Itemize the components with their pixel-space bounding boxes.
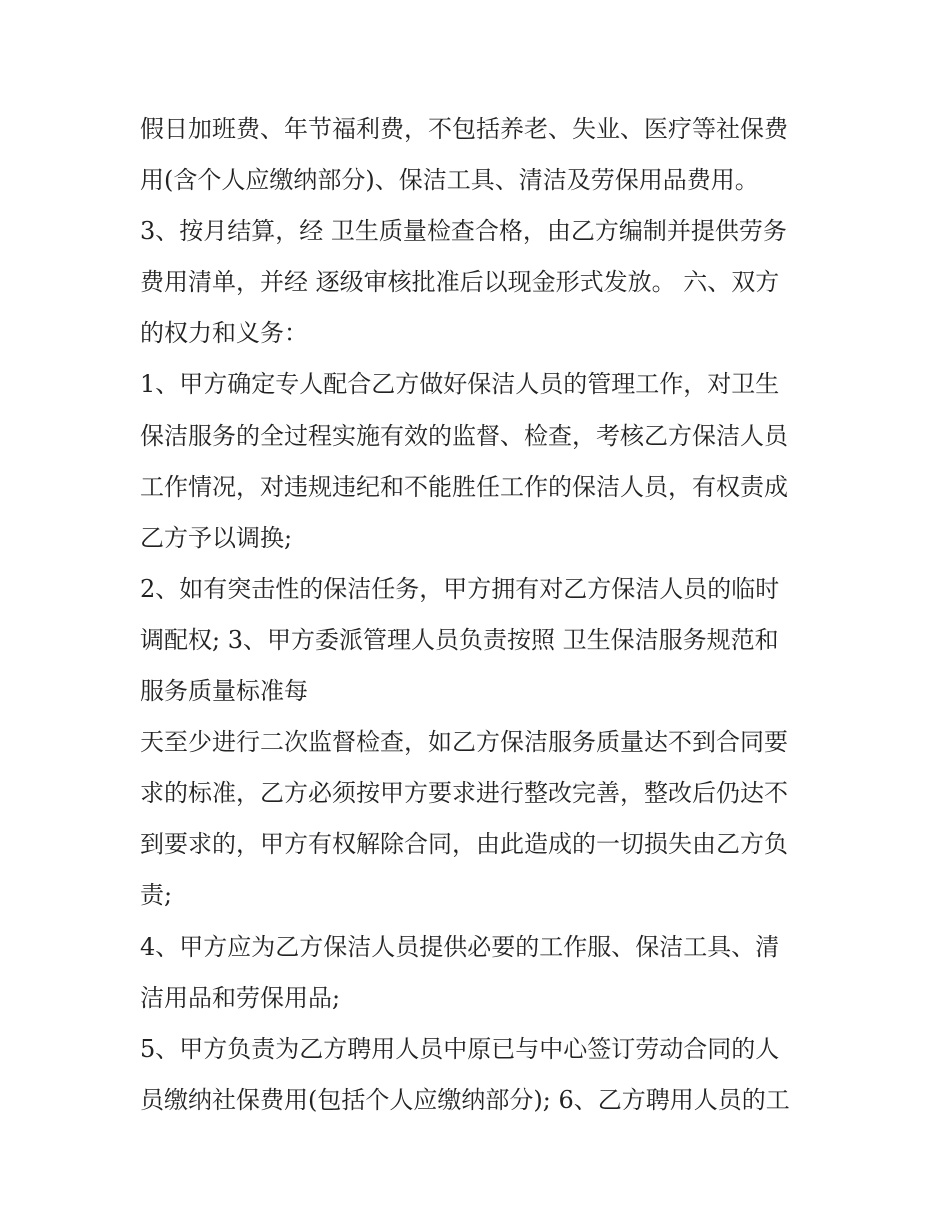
- text-line: 的权力和义务：: [140, 319, 308, 348]
- text-line: 1、甲方确定专人配合乙方做好保洁人员的管理工作，对卫生: [140, 370, 780, 399]
- text-line: 3、按月结算，经 卫生质量检查合格，由乙方编制并提供劳务: [140, 217, 787, 246]
- text-line: 乙方予以调换;: [140, 523, 293, 552]
- text-line: 到要求的，甲方有权解除合同，由此造成的一切损失由乙方负: [140, 830, 788, 859]
- text-line: 员缴纳社保费用(包括个人应缴纳部分); 6、乙方聘用人员的工: [140, 1085, 790, 1114]
- text-line: 假日加班费、年节福利费，不包括养老、失业、医疗等社保费: [140, 115, 788, 143]
- text-line: 4、甲方应为乙方保洁人员提供必要的工作服、保洁工具、清: [140, 932, 780, 961]
- text-line: 工作情况，对违规违纪和不能胜任工作的保洁人员，有权责成: [140, 472, 788, 501]
- text-line: 服务质量标准每: [140, 677, 308, 706]
- text-line: 保洁服务的全过程实施有效的监督、检查，考核乙方保洁人员: [140, 421, 788, 450]
- text-line: 2、如有突击性的保洁任务，甲方拥有对乙方保洁人员的临时: [140, 574, 780, 603]
- contract-text: [140, 104, 820, 1126]
- text-line: 费用清单，并经 逐级审核批准后以现金形式发放。 六、双方: [140, 268, 780, 297]
- text-line: 求的标准，乙方必须按甲方要求进行整改完善，整改后仍达不: [140, 779, 788, 808]
- text-line: 天至少进行二次监督检查，如乙方保洁服务质量达不到合同要: [140, 728, 788, 757]
- text-line: 用(含个人应缴纳部分)、保洁工具、清洁及劳保用品费用。: [140, 166, 759, 195]
- text-line: 5、甲方负责为乙方聘用人员中原已与中心签订劳动合同的人: [140, 1034, 780, 1063]
- text-line: 责;: [140, 881, 173, 910]
- text-line: 调配权; 3、甲方委派管理人员负责按照 卫生保洁服务规范和: [140, 625, 779, 654]
- text-line: 洁用品和劳保用品;: [140, 983, 341, 1012]
